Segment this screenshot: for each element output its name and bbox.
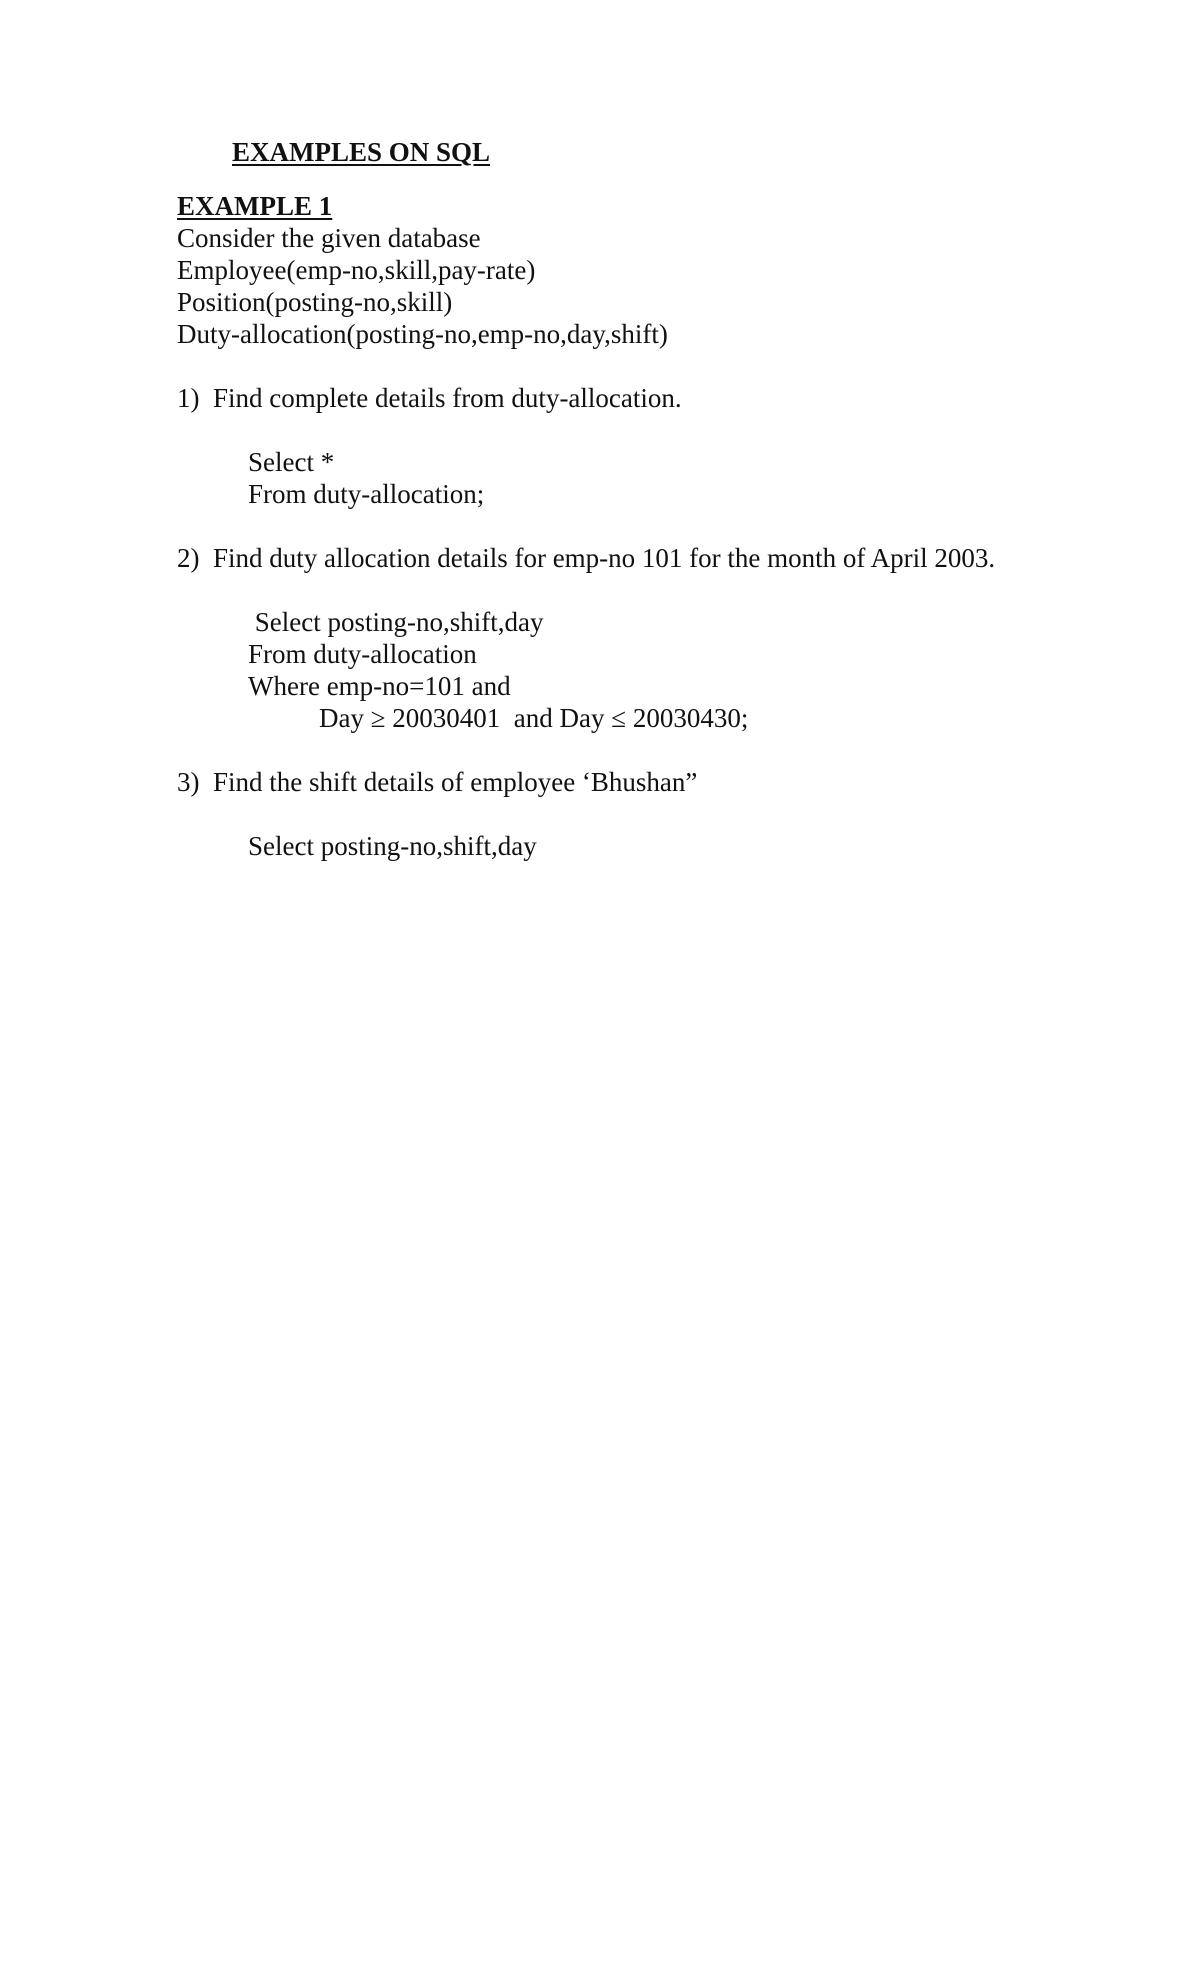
sql-line: From duty-allocation bbox=[248, 639, 477, 669]
schema-line: Duty-allocation(posting-no,emp-no,day,shift) bbox=[177, 319, 668, 349]
sql-line: Where emp-no=101 and bbox=[248, 671, 511, 701]
example-heading: EXAMPLE 1 bbox=[177, 191, 333, 221]
sql-line: Select * bbox=[248, 447, 335, 477]
sql-line: Day ≥ 20030401 and Day ≤ 20030430; bbox=[319, 703, 749, 733]
intro-text: Consider the given database bbox=[177, 223, 481, 253]
question-text: Find duty allocation details for emp-no 101 for the month of April 2003. bbox=[213, 543, 996, 573]
question-number: 1) bbox=[177, 383, 200, 413]
question-number: 2) bbox=[177, 543, 200, 573]
document-title: EXAMPLES ON SQL bbox=[232, 137, 491, 167]
question-text: Find the shift details of employee ‘Bhushan” bbox=[213, 767, 698, 797]
question-number: 3) bbox=[177, 767, 200, 797]
sql-line: Select posting-no,shift,day bbox=[248, 831, 537, 861]
sql-line: Select posting-no,shift,day bbox=[248, 607, 544, 637]
question-3 bbox=[177, 766, 697, 798]
question-1 bbox=[177, 382, 682, 414]
schema-line: Employee(emp-no,skill,pay-rate) bbox=[177, 255, 536, 285]
schema-line: Position(posting-no,skill) bbox=[177, 287, 453, 317]
sql-line: From duty-allocation; bbox=[248, 479, 485, 509]
question-text: Find complete details from duty-allocation. bbox=[213, 383, 682, 413]
question-2 bbox=[177, 542, 995, 574]
